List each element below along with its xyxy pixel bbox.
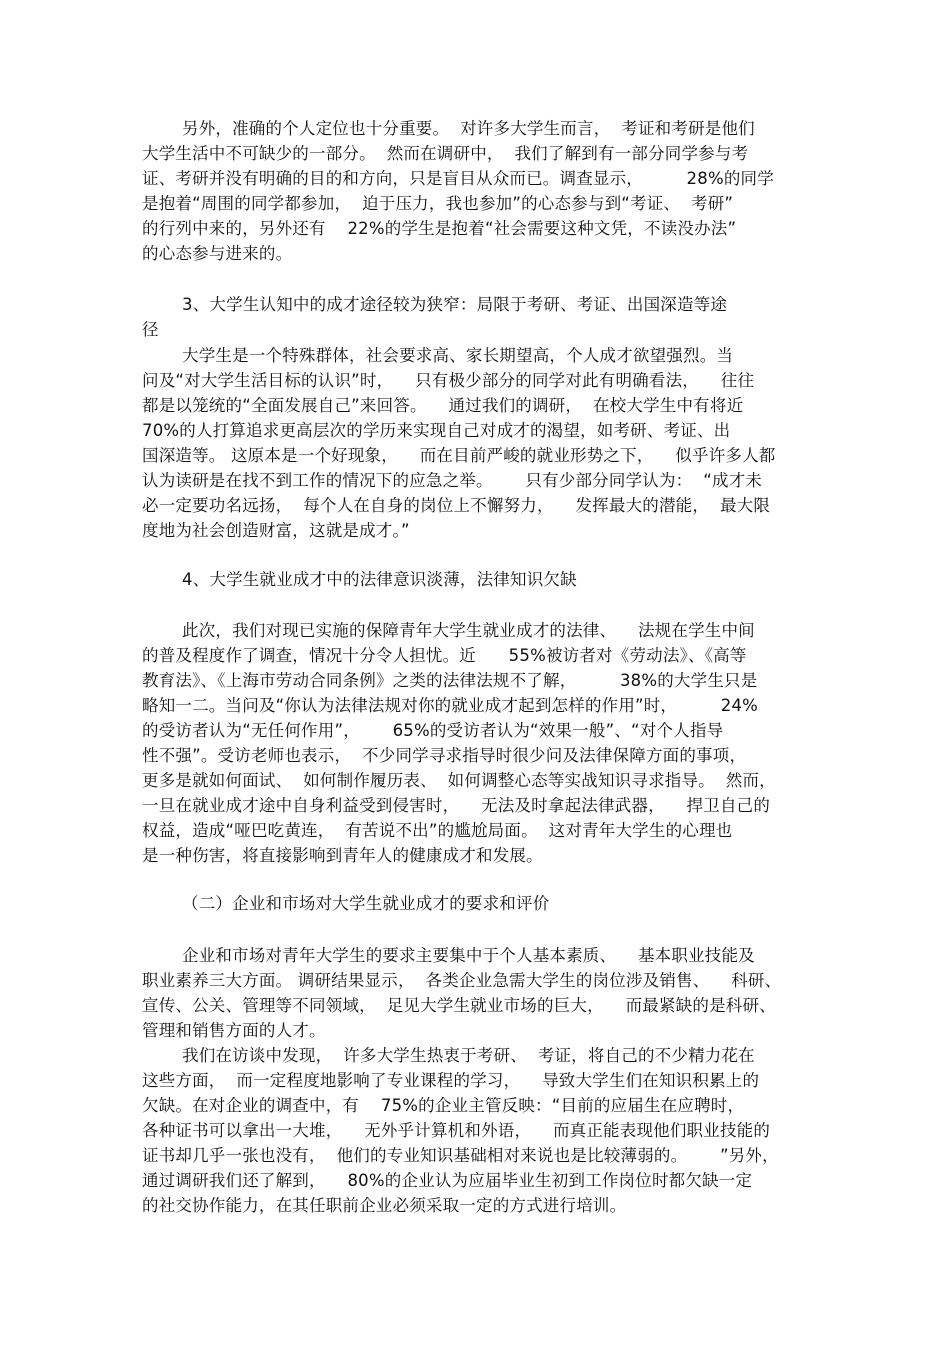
text-line: 是一种伤害，将直接影响到青年人的健康成才和发展。 bbox=[142, 846, 543, 865]
text-line: 度地为社会创造财富，这就是成才。” bbox=[142, 521, 410, 540]
heading-line: 径 bbox=[142, 320, 159, 339]
text-line: 另外，准确的个人定位也十分重要。 对许多大学生而言， 考证和考研是他们 bbox=[182, 119, 755, 138]
text-line: 宣传、公关、管理等不同领域， 足见大学生就业市场的巨大， 而最紧缺的是科研、 bbox=[142, 996, 776, 1015]
text-line: 各种证书可以拿出一大堆， 无外乎计算机和外语， 而真正能表现他们职业技能的 bbox=[142, 1121, 771, 1140]
text-line: 的受访者认为“无任何作用”， 65%的受访者认为“效果一般”、“对个人指导 bbox=[142, 721, 724, 740]
text-line: 都是以笼统的“全面发展自己”来回答。 通过我们的调研， 在校大学生中有将近 bbox=[142, 396, 744, 415]
text-line: 这些方面， 而一定程度地影响了专业课程的学习， 导致大学生们在知识积累上的 bbox=[142, 1071, 760, 1090]
heading-line: 4、大学生就业成才中的法律意识淡薄，法律知识欠缺 bbox=[182, 570, 577, 589]
text-line: 的心态参与进来的。 bbox=[142, 244, 293, 263]
text-line: 大学生活中不可缺少的一部分。 然而在调研中， 我们了解到有一部分同学参与考 bbox=[142, 144, 749, 163]
text-line: 欠缺。在对企业的调查中，有 75%的企业主管反映：“目前的应届生在应聘时， bbox=[142, 1096, 745, 1115]
text-line: 我们在访谈中发现， 许多大学生热衷于考研、 考证，将自己的不少精力花在 bbox=[182, 1046, 755, 1065]
text-line: 认为读研是在找不到工作的情况下的应急之举。 只有少部分同学认为： “成才未 bbox=[142, 471, 763, 490]
text-line: 的行列中来的，另外还有 22%的学生是抱着“社会需要这种文凭，不读没办法” bbox=[142, 219, 737, 238]
heading-line: （二）企业和市场对大学生就业成才的要求和评价 bbox=[182, 894, 550, 913]
text-line: 一旦在就业成才途中自身利益受到侵害时， 无法及时拿起法律武器， 捍卫自己的 bbox=[142, 796, 771, 815]
heading-line: 3、大学生认知中的成才途径较为狭窄：局限于考研、考证、出国深造等途 bbox=[182, 295, 728, 314]
text-line: 的普及程度作了调查，情况十分令人担忧。近 55%被访者对《劳动法》、《高等 bbox=[142, 646, 747, 665]
text-line: 必一定要功名远扬， 每个人在自身的岗位上不懈努力， 发挥最大的潜能， 最大限 bbox=[142, 496, 771, 515]
text-line: 性不强”。受访老师也表示， 不少同学寻求指导时很少问及法律保障方面的事项， bbox=[142, 746, 747, 765]
text-line: 大学生是一个特殊群体，社会要求高、家长期望高，个人成才欲望强烈。当 bbox=[182, 346, 734, 365]
text-line: 略知一二。当问及“你认为法律法规对你的就业成才起到怎样的作用”时， 24% bbox=[142, 696, 759, 715]
text-line: 的社交协作能力，在其任职前企业必须采取一定的方式进行培训。 bbox=[142, 1196, 627, 1215]
text-line: 通过调研我们还了解到， 80%的企业认为应届毕业生初到工作岗位时都欠缺一定 bbox=[142, 1171, 753, 1190]
text-line: 证书却几乎一张也没有， 他们的专业知识基础相对来说也是比较薄弱的。 ”另外， bbox=[142, 1146, 779, 1165]
text-line: 问及“对大学生活目标的认识”时， 只有极少部分的同学对此有明确看法， 往往 bbox=[142, 371, 755, 390]
text-line: 是抱着“周围的同学都参加， 迫于压力，我也参加”的心态参与到“考证、 考研” bbox=[142, 194, 734, 213]
text-line: 企业和市场对青年大学生的要求主要集中于个人基本素质、 基本职业技能及 bbox=[182, 946, 755, 965]
text-line: 职业素养三大方面。 调研结果显示， 各类企业急需大学生的岗位涉及销售、 科研、 bbox=[142, 971, 782, 990]
text-line: 更多是就如何面试、 如何制作履历表、 如何调整心态等实战知识寻求指导。 然而， bbox=[142, 771, 776, 790]
text-line: 管理和销售方面的人才。 bbox=[142, 1021, 326, 1040]
text-line: 权益，造成“哑巴吃黄连， 有苦说不出”的尴尬局面。 这对青年大学生的心理也 bbox=[142, 821, 733, 840]
text-line: 证、考研并没有明确的目的和方向，只是盲目从众而已。调查显示， 28%的同学 bbox=[142, 169, 774, 188]
text-line: 70%的人打算追求更高层次的学历来实现自己对成才的渴望，如考研、考证、出 bbox=[142, 421, 731, 440]
text-line: 教育法》、《上海市劳动合同条例》之类的法律法规不了解， 38%的大学生只是 bbox=[142, 671, 758, 690]
text-line: 国深造等。 这原本是一个好现象， 而在目前严峻的就业形势之下， 似乎许多人都 bbox=[142, 446, 776, 465]
text-line: 此次，我们对现已实施的保障青年大学生就业成才的法律、 法规在学生中间 bbox=[182, 621, 755, 640]
